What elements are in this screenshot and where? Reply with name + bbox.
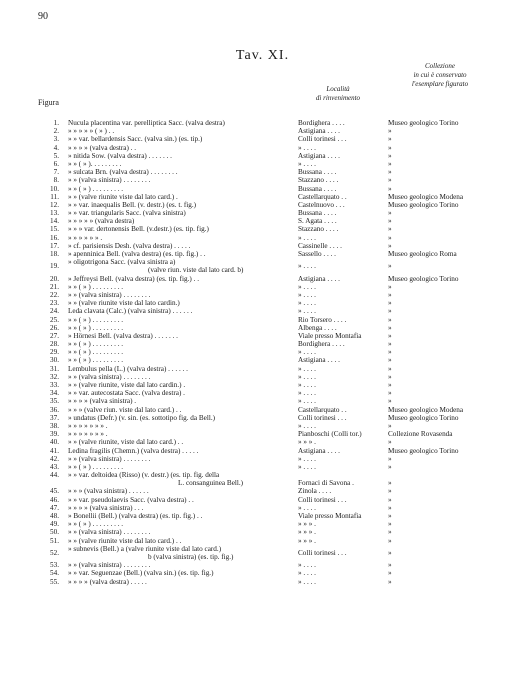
collection: » [388, 282, 392, 291]
table-row [0, 168, 525, 176]
collection: Museo geologico Torino [388, 413, 459, 422]
figure-description: » » (valva sinistra) . . . . . . . . [68, 454, 151, 463]
figure-description: » » ( » ) . . . . . . . . . [68, 520, 124, 529]
collection: » [388, 495, 392, 504]
figure-description: » undatus (Defr.) (v. sin. (es. sottotipo fig. da Bell.) [68, 413, 216, 422]
figure-number: 32. [50, 372, 59, 381]
collection: » [388, 299, 392, 308]
figure-description: » » » » » » » . [68, 421, 108, 430]
table-row [0, 438, 525, 446]
figure-description: Leda clavata (Calc.) (valva sinistra) . . . . . . [68, 307, 193, 316]
figure-description: » » ( » ) . . . . . . . . . [68, 340, 124, 349]
figure-number: 54. [50, 569, 59, 578]
collection: » [388, 217, 392, 226]
locality: Albenga . . . . [298, 323, 337, 332]
table-row [0, 119, 525, 127]
locality: Rio Torsero . . . . [298, 315, 347, 324]
table-row [0, 201, 525, 209]
table-row [0, 447, 525, 455]
column-header-collezione-line: Collezione [425, 62, 455, 70]
column-header-collezione-line: l'esemplare figurato [411, 80, 469, 88]
figure-description: » » (valve riunite viste dal lato cardin.) [68, 299, 180, 308]
figure-number: 7. [53, 168, 59, 177]
collection: » [388, 364, 392, 373]
collection: » [388, 536, 392, 545]
locality: Viale presso Montafia [298, 512, 362, 521]
figure-description: » » (valve riunite viste dal lato card.) . . [68, 536, 182, 545]
figure-description: » sulcata Brn. (valva destra) . . . . . . . . [68, 168, 178, 177]
collection: » [388, 479, 392, 488]
table-row [0, 430, 525, 438]
figure-number: 51. [50, 536, 59, 545]
table-row [0, 381, 525, 389]
figure-description: » » (valva sinistra) . . . . . . . . [68, 372, 151, 381]
figure-description: » » » » (valva destra) . . [68, 143, 137, 152]
collection: Museo geologico Torino [388, 446, 459, 455]
locality: Castelnuovo . . . [298, 200, 345, 209]
collection: » [388, 520, 392, 529]
table-row [0, 537, 525, 545]
table-row [0, 569, 525, 577]
figure-number: 44. [50, 471, 59, 480]
collection: » [388, 209, 392, 218]
collection: » [388, 184, 392, 193]
figure-description: » » ( » ). . . . . . . . . [68, 159, 122, 168]
locality: Colli torinesi . . . [298, 135, 347, 144]
collection: » [388, 372, 392, 381]
figure-number: 28. [50, 340, 59, 349]
locality: » . . . . [298, 348, 316, 357]
collection: » [388, 421, 392, 430]
collection: » [388, 233, 392, 242]
locality: Colli torinesi . . . [298, 495, 347, 504]
figure-description: Ledina fragilis (Chemn.) (valva destra) . . . . . [68, 446, 199, 455]
collection: » [388, 225, 392, 234]
collection: Museo geologico Modena [388, 405, 464, 414]
collection: » [388, 151, 392, 160]
figure-description: » » (valve riunite viste dal lato card.) . [68, 192, 178, 201]
figure-description: L. consanguinea Bell.) [178, 479, 244, 488]
figure-description: » » » » » » » . [68, 430, 108, 439]
column-header-localita-line: di rinvenimento [315, 94, 361, 102]
collection: » [388, 381, 392, 390]
locality: » . . . . [298, 397, 316, 406]
figure-description: » » » » » (valva destra) [68, 217, 135, 226]
collection: » [388, 503, 392, 512]
figure-number: 15. [50, 225, 59, 234]
figure-number: 33. [50, 381, 59, 390]
table-row [0, 389, 525, 397]
collection: Museo geologico Torino [388, 200, 459, 209]
table-row [0, 487, 525, 495]
figure-description: » Bonellii (Bell.) (valva destra) (es. tip. fig.) . . [68, 512, 203, 521]
locality: » . . . . [298, 503, 316, 512]
table-row [0, 561, 525, 569]
collection: » [388, 143, 392, 152]
table-row [0, 504, 525, 512]
collection: » [388, 569, 392, 578]
figure-number: 52. [50, 548, 59, 557]
collection: Museo geologico Roma [388, 250, 457, 258]
figure-description: » cf. parisiensis Desh. (valva destra) . . . . . [68, 241, 191, 250]
table-row [0, 242, 525, 250]
figure-description: » » var. deltoidea (Risso) (v. destr.) (es. tip. fig. della [68, 471, 220, 480]
figure-number: 46. [50, 495, 59, 504]
figure-number: 23. [50, 299, 59, 308]
locality: Cassinelle . . . . [298, 241, 342, 250]
figure-number: 49. [50, 520, 59, 529]
figure-description: » » (valve riunite, viste dal lato cardin.) . [68, 381, 186, 390]
collection: Collezione Rovasenda [388, 430, 453, 439]
locality: » » » . [298, 438, 316, 447]
table-row [0, 528, 525, 536]
collection: » [388, 262, 392, 271]
description-line: » oligotrigona Sacc. (valva sinistra a) [68, 258, 176, 267]
figure-number: 43. [50, 462, 59, 471]
page-number: 90 [38, 11, 48, 22]
figure-number: 25. [50, 315, 59, 324]
figure-number: 1. [53, 119, 59, 127]
locality: Stazzano . . . . [298, 225, 339, 234]
figure-description: » » ( » ) . . . . . . . . . [68, 462, 124, 471]
figure-number: 19. [50, 262, 59, 271]
figure-description: » » ( » ) . . . . . . . . . [68, 315, 124, 324]
description-line: » subnevis (Bell.) a (valve riunite viste dal lato card.) [68, 544, 222, 553]
figure-description: » » (valva sinistra) . . . . . . . . [68, 528, 151, 537]
figure-number: 26. [50, 323, 59, 332]
figure-number: 6. [53, 159, 59, 168]
figure-description: Lembulus pella (L.) (valva destra) . . . . . . [68, 364, 188, 373]
table-row [0, 225, 525, 233]
table-row [0, 152, 525, 160]
figure-description: » » (valva sinistra) . . . . . . . . [68, 176, 151, 185]
figure-number: 29. [50, 348, 59, 357]
locality: Astigiana . . . . [298, 151, 340, 160]
figure-number: 55. [50, 577, 59, 586]
table-row [0, 217, 525, 225]
table-row [0, 422, 525, 430]
locality: Astigiana . . . . [298, 446, 340, 455]
table-row [0, 332, 525, 340]
locality: Bussana . . . . [298, 209, 337, 218]
collection: » [388, 241, 392, 250]
collection: » [388, 487, 392, 496]
collection: » [388, 176, 392, 185]
table-row [0, 414, 525, 422]
figure-description: » » ( » ) . . . . . . . . . [68, 282, 124, 291]
locality: Castellarquato . . [298, 192, 347, 201]
collection: Museo geologico Torino [388, 119, 459, 127]
table-row [0, 209, 525, 217]
table-row [0, 291, 525, 299]
collection: » [388, 438, 392, 447]
figure-number: 37. [50, 413, 59, 422]
figure-number: 27. [50, 331, 59, 340]
collection: » [388, 168, 392, 177]
figure-description: » » (valva sinistra) . . . . . . . . [68, 561, 151, 570]
collection: » [388, 512, 392, 521]
figure-number: 5. [53, 151, 59, 160]
figure-number: 17. [50, 241, 59, 250]
figure-description: » » (valve riunite, viste dal lato card.) . . [68, 438, 184, 447]
table-row [0, 275, 525, 283]
figure-number: 41. [50, 446, 59, 455]
table-row [0, 250, 525, 258]
figure-number: 21. [50, 282, 59, 291]
locality: » . . . . [298, 454, 316, 463]
locality: Astigiana . . . . [298, 127, 340, 136]
locality: Bordighera . . . . [298, 340, 345, 349]
figure-number: 39. [50, 430, 59, 439]
collection: » [388, 397, 392, 406]
locality: Bordighera . . . . [298, 119, 345, 127]
table-row [0, 471, 525, 479]
figure-number: 47. [50, 503, 59, 512]
figure-number: 24. [50, 307, 59, 316]
table-row [0, 307, 525, 315]
figure-description: » Jeffreysi Bell. (valva destra) (es. tip. fig.) . . [68, 274, 199, 283]
collection: » [388, 389, 392, 398]
locality: Colli torinesi . . . [298, 413, 347, 422]
collection: » [388, 454, 392, 463]
locality: » . . . . [298, 389, 316, 398]
locality: Zinola . . . . [298, 487, 332, 496]
figure-description: » » ( » ) . . . . . . . . . [68, 323, 124, 332]
locality: » » » . [298, 536, 316, 545]
table-row [0, 176, 525, 184]
collection: » [388, 323, 392, 332]
table-row [0, 479, 525, 487]
locality: » . . . . [298, 561, 316, 570]
collection: » [388, 528, 392, 537]
plate-title: Tav. XI. [235, 48, 290, 63]
figure-table [0, 119, 525, 586]
figure-description: » » ( » ) . . . . . . . . . [68, 184, 124, 193]
locality: Pianboschi (Colli tor.) [298, 430, 362, 439]
figure-description: » » ( » ) . . . . . . . . . [68, 348, 124, 357]
table-row [0, 397, 525, 405]
figure-number: 31. [50, 364, 59, 373]
locality: Bussana . . . . [298, 168, 337, 177]
figure-description: » » var. Seguenzae (Bell.) (valva sin.) (es. tip. fig.) [68, 569, 214, 578]
figure-description [68, 545, 296, 561]
locality: » . . . . [298, 372, 316, 381]
figure-number: 36. [50, 405, 59, 414]
column-header-collezione-line: in cui è conservato [413, 71, 467, 79]
column-header-localita [298, 85, 378, 103]
figure-number: 4. [53, 143, 59, 152]
locality: Colli torinesi . . . [298, 548, 347, 557]
table-row [0, 463, 525, 471]
figure-number: 14. [50, 217, 59, 226]
collection: » [388, 577, 392, 586]
locality: Sassello . . . . [298, 250, 336, 258]
table-row [0, 299, 525, 307]
table-row [0, 348, 525, 356]
collection: » [388, 135, 392, 144]
description-line: b (valva sinistra) (es. tip. fig.) [148, 552, 234, 561]
figure-number: 45. [50, 487, 59, 496]
figure-number: 18. [50, 250, 59, 258]
locality: Castellarquato . . [298, 405, 347, 414]
figure-description: » » » » » » . [68, 233, 103, 242]
figure-number: 16. [50, 233, 59, 242]
figure-number: 34. [50, 389, 59, 398]
collection: » [388, 462, 392, 471]
locality: » . . . . [298, 577, 316, 586]
locality: Astigiana . . . . [298, 356, 340, 365]
figure-description: » Hörnesi Bell. (valva destra) . . . . . . . [68, 331, 178, 340]
locality: Viale presso Montafia [298, 331, 362, 340]
figure-number: 8. [53, 176, 59, 185]
figure-description: » » var. triangularis Sacc. (valva sinistra) [68, 209, 186, 218]
locality: » . . . . [298, 143, 316, 152]
locality: » . . . . [298, 159, 316, 168]
figure-description: » » » (valve riun. viste dal lato card.) . . [68, 405, 182, 414]
collection: Museo geologico Modena [388, 192, 464, 201]
collection: » [388, 307, 392, 316]
description-line: (valve riun. viste dal lato card. b) [148, 266, 244, 275]
figure-number: 53. [50, 561, 59, 570]
figure-number: 10. [50, 184, 59, 193]
figure-description: » » » » (valva sinistra) . . . [68, 503, 144, 512]
table-row [0, 160, 525, 168]
figure-description: » nitida Sow. (valva destra) . . . . . . . [68, 151, 172, 160]
table-row [0, 520, 525, 528]
figure-description: » » var. autecostata Sacc. (valva destra) . [68, 389, 185, 398]
figure-number: 42. [50, 454, 59, 463]
figure-description: » » » » » ( » ) . . [68, 127, 115, 136]
table-row [0, 365, 525, 373]
table-row [0, 316, 525, 324]
table-row [0, 135, 525, 143]
figure-number: 20. [50, 274, 59, 283]
figure-number: 48. [50, 512, 59, 521]
figure-number: 13. [50, 209, 59, 218]
table-row [0, 127, 525, 135]
figure-number: 30. [50, 356, 59, 365]
column-header-figura: Figura [38, 98, 59, 107]
figure-number: 35. [50, 397, 59, 406]
figure-number: 11. [50, 192, 59, 201]
locality: » . . . . [298, 290, 316, 299]
figure-description: » » » (valva sinistra) . . . . . . [68, 487, 149, 496]
locality: » . . . . [298, 381, 316, 390]
collection: » [388, 159, 392, 168]
table-row [0, 258, 525, 274]
figure-description: » apenninica Bell. (valva destra) (es. tip. fig.) . . [68, 250, 206, 258]
locality: Stazzano . . . . [298, 176, 339, 185]
table-row [0, 512, 525, 520]
figure-description: » » » » (valva sinistra) . [68, 397, 137, 406]
locality: » » » . [298, 520, 316, 529]
locality: Astigiana . . . . [298, 274, 340, 283]
table-row [0, 496, 525, 504]
collection: » [388, 315, 392, 324]
collection: » [388, 340, 392, 349]
locality: » . . . . [298, 299, 316, 308]
figure-description: » » var. bellardensis Sacc. (valva sin.) (es. tip.) [68, 135, 203, 144]
table-row [0, 185, 525, 193]
figure-description: » » var. inaequalis Bell. (v. destr.) (es. t. fig.) [68, 200, 197, 209]
column-header-localita-line: Località [326, 85, 350, 93]
collection: » [388, 348, 392, 357]
table-row [0, 234, 525, 242]
locality: » . . . . [298, 462, 316, 471]
table-row [0, 283, 525, 291]
locality: » . . . . [298, 307, 316, 316]
collection: » [388, 561, 392, 570]
locality: » . . . . [298, 233, 316, 242]
collection: » [388, 548, 392, 557]
collection: » [388, 127, 392, 136]
locality: » . . . . [298, 569, 316, 578]
table-row [0, 545, 525, 561]
table-row [0, 578, 525, 586]
table-row [0, 324, 525, 332]
figure-number: 22. [50, 290, 59, 299]
table-row [0, 356, 525, 364]
collection: » [388, 356, 392, 365]
table-row [0, 144, 525, 152]
figure-number: 3. [53, 135, 59, 144]
table-row [0, 340, 525, 348]
figure-description: » » ( » ) . . . . . . . . . [68, 356, 124, 365]
figure-number: 40. [50, 438, 59, 447]
figure-description: Nucula placentina var. perelliptica Sacc. (valva destra) [68, 119, 225, 127]
column-header-collezione [385, 62, 495, 89]
collection: Museo geologico Torino [388, 274, 459, 283]
figure-number: 2. [53, 127, 59, 136]
locality: » » » . [298, 528, 316, 537]
figure-number: 12. [50, 200, 59, 209]
locality: Bussana . . . . [298, 184, 337, 193]
figure-number: 50. [50, 528, 59, 537]
table-row [0, 455, 525, 463]
figure-description: » » (valva sinistra) . . . . . . . . [68, 290, 151, 299]
locality: Fornaci di Savona . [298, 479, 354, 488]
collection: » [388, 290, 392, 299]
table-row [0, 406, 525, 414]
figure-description: » » » » (valva destra) . . . . . [68, 577, 147, 586]
table-row [0, 193, 525, 201]
figure-description [68, 258, 296, 274]
figure-description: » » » var. dertonensis Bell. (v.destr.) (es. tip. fig.) [68, 225, 209, 234]
locality: » . . . . [298, 262, 316, 271]
collection: » [388, 331, 392, 340]
locality: » . . . . [298, 282, 316, 291]
locality: » . . . . [298, 421, 316, 430]
figure-description: » » var. pseudolaevis Sacc. (valva destra) . . [68, 495, 194, 504]
figure-number: 38. [50, 421, 59, 430]
locality: » . . . . [298, 364, 316, 373]
locality: S. Agata . . . . [298, 217, 337, 226]
table-row [0, 373, 525, 381]
